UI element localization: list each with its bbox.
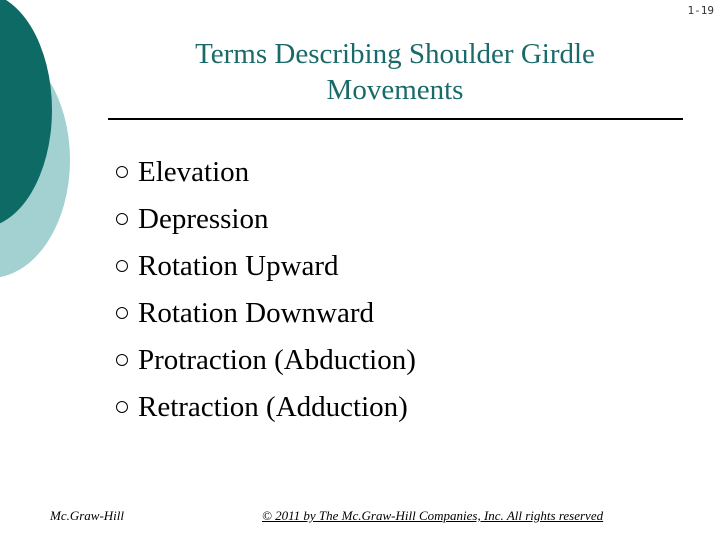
bullet-item <box>116 336 416 383</box>
hollow-circle-bullet-icon <box>116 213 128 225</box>
bullet-item <box>116 242 416 289</box>
bullet-text: Rotation Downward <box>138 296 374 329</box>
bullet-text: Protraction (Abduction) <box>138 343 416 376</box>
footer-copyright: © 2011 by The Mc.Graw-Hill Companies, Inc. All rights reserved <box>262 508 604 523</box>
hollow-circle-bullet-icon <box>116 354 128 366</box>
title-line-2: Movements <box>326 74 464 106</box>
hollow-circle-bullet-icon <box>116 260 128 272</box>
hollow-circle-bullet-icon <box>116 307 128 319</box>
bullet-item <box>116 383 416 430</box>
slide-number: 1-19 <box>687 4 714 17</box>
bullet-list <box>116 148 416 430</box>
hollow-circle-bullet-icon <box>116 166 128 178</box>
bullet-text: Rotation Upward <box>138 249 339 282</box>
bullet-text: Elevation <box>138 155 250 188</box>
title-line-1: Terms Describing Shoulder Girdle <box>195 38 595 70</box>
slide-title <box>120 36 670 108</box>
bullet-item <box>116 195 416 242</box>
bullet-text: Depression <box>138 202 269 235</box>
bullet-item <box>116 289 416 336</box>
hollow-circle-bullet-icon <box>116 401 128 413</box>
title-divider <box>108 118 683 120</box>
bullet-item <box>116 148 416 195</box>
bullet-text: Retraction (Adduction) <box>138 390 408 423</box>
footer-publisher: Mc.Graw-Hill <box>50 508 125 523</box>
decorative-circles <box>0 0 120 300</box>
